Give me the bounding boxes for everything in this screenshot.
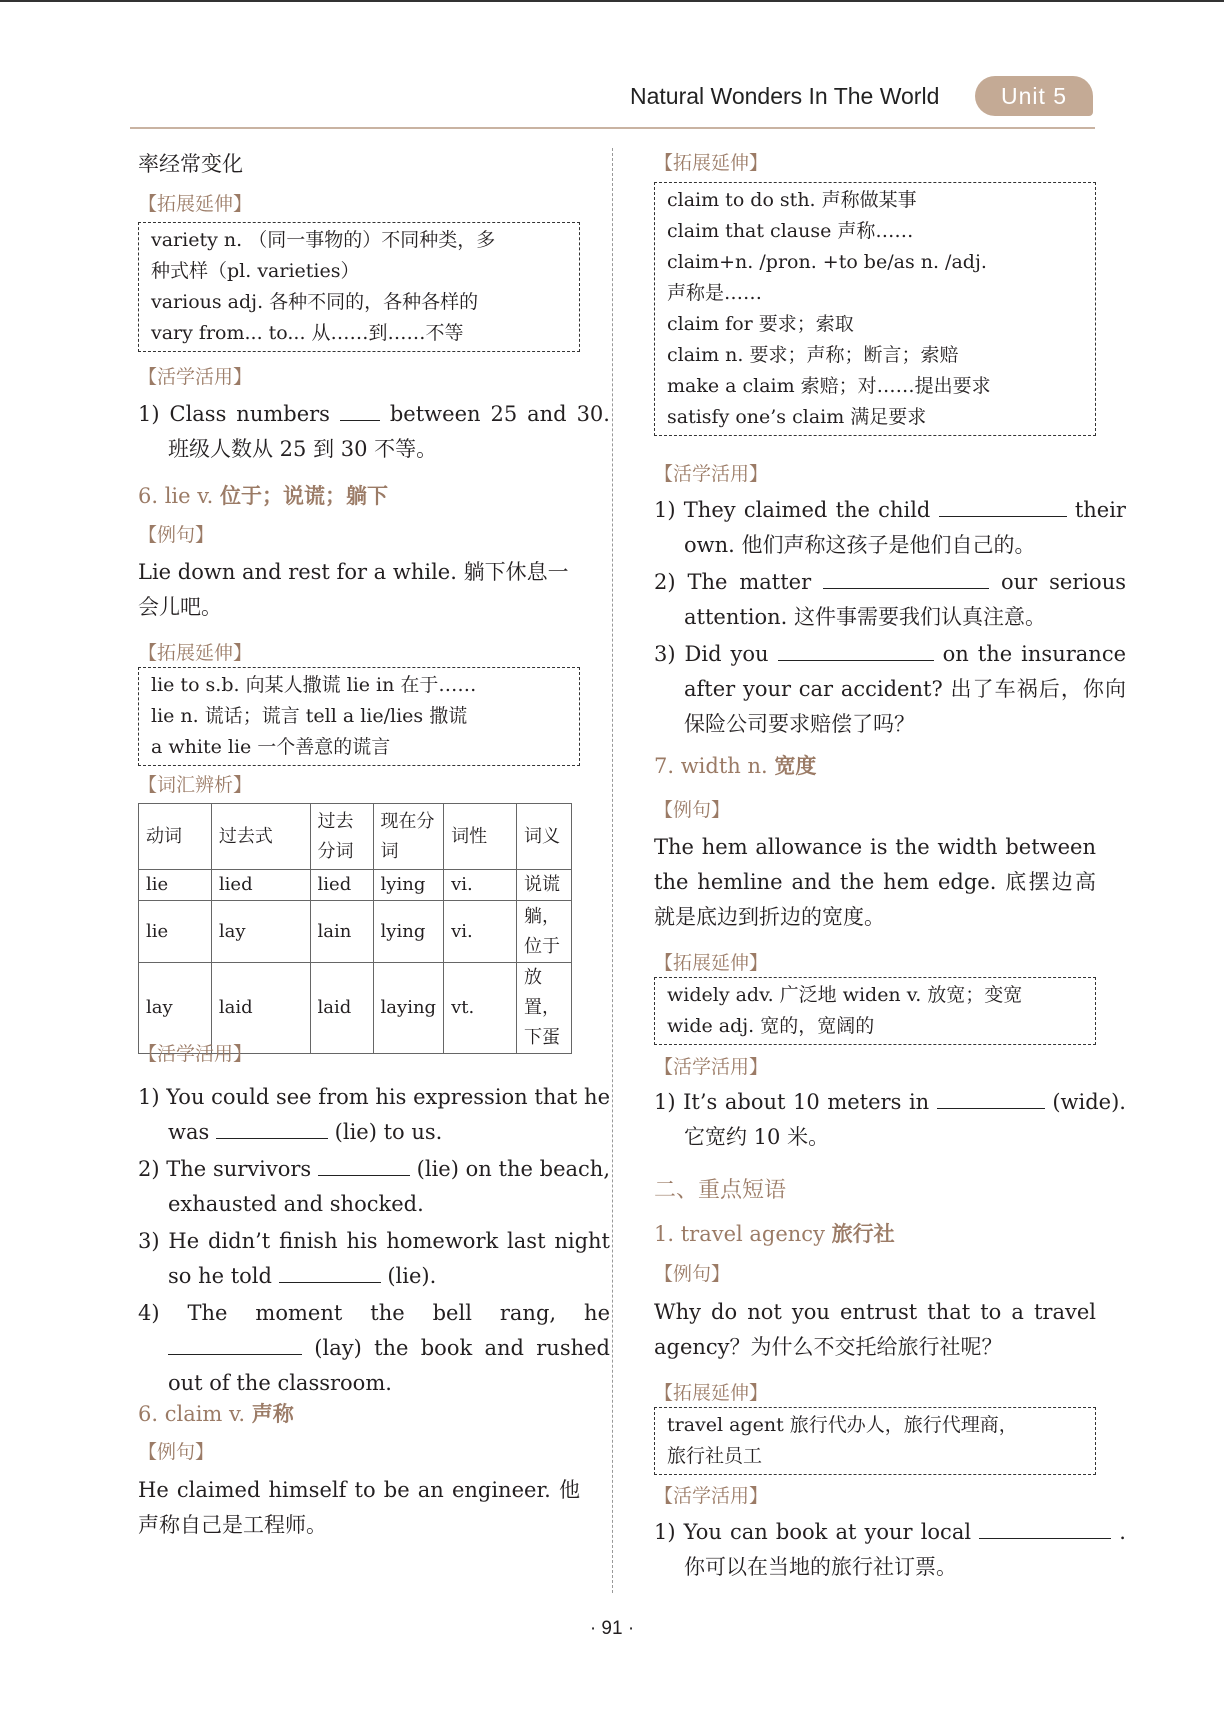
box-line: claim+n. /pron. +to be/as n. /adj. bbox=[667, 251, 987, 273]
table-row bbox=[139, 870, 572, 901]
box-line: vary from... to... 从……到……不等 bbox=[151, 322, 464, 344]
section-tag: 【活学活用】 bbox=[654, 1056, 769, 1078]
extension-box bbox=[654, 1407, 1096, 1475]
heading-en: 6. claim v. bbox=[138, 1402, 252, 1426]
answer-blank[interactable] bbox=[823, 570, 989, 589]
table-row bbox=[139, 901, 572, 963]
answer-blank[interactable] bbox=[216, 1120, 328, 1139]
section-tag: 【拓展延伸】 bbox=[138, 642, 253, 664]
extension-box bbox=[654, 182, 1096, 436]
example-sentence: Why do not you entrust that to a travel agency？为什么不交托给旅行社呢？ bbox=[654, 1300, 1096, 1359]
table-row bbox=[139, 963, 572, 1054]
table-header-row bbox=[139, 804, 572, 870]
table-header: 过去式 bbox=[211, 804, 310, 870]
heading-en: 7. width n. bbox=[654, 754, 775, 778]
box-line: a white lie 一个善意的谎言 bbox=[151, 736, 391, 758]
section-tag: 【拓展延伸】 bbox=[654, 152, 769, 174]
example-sentence: The hem allowance is the width between the hemline and the hem edge. 底摆边高就是底边到折边的宽度。 bbox=[654, 835, 1096, 929]
table-cell: lying bbox=[373, 870, 444, 901]
header-title: Natural Wonders In The World bbox=[630, 83, 940, 109]
section-tag: 【词汇辨析】 bbox=[138, 774, 253, 796]
section-title: 二、重点短语 bbox=[654, 1178, 787, 1203]
section-tag: 【活学活用】 bbox=[654, 463, 769, 485]
box-line: claim for 要求；索取 bbox=[667, 313, 854, 335]
section-tag: 【例句】 bbox=[654, 1263, 731, 1285]
unit-badge: Unit 5 bbox=[975, 76, 1093, 116]
box-line: lie n. 谎话；谎言 tell a lie/lies 撒谎 bbox=[151, 705, 468, 727]
extension-box bbox=[138, 667, 580, 766]
box-line: satisfy one’s claim 满足要求 bbox=[667, 406, 927, 428]
question-text: 1) You can book at your local bbox=[654, 1520, 972, 1544]
table-cell: lied bbox=[310, 870, 373, 901]
table-header: 词义 bbox=[517, 804, 572, 870]
page-number: · 91 · bbox=[589, 1618, 635, 1639]
heading-en: 1. travel agency bbox=[654, 1222, 832, 1246]
answer-blank[interactable] bbox=[279, 1264, 381, 1283]
table-header: 过去分词 bbox=[310, 804, 373, 870]
answer-blank[interactable] bbox=[979, 1520, 1111, 1539]
heading-cn: 声称 bbox=[251, 1401, 294, 1426]
exercise-question bbox=[654, 637, 1126, 742]
example-sentence: He claimed himself to be an engineer. 他声称自己是工程师。 bbox=[138, 1478, 580, 1537]
answer-blank[interactable] bbox=[937, 1090, 1045, 1109]
box-line: travel agent 旅行代办人，旅行代理商， bbox=[667, 1414, 1018, 1436]
table-cell: 放置，下蛋 bbox=[517, 963, 572, 1054]
section-tag: 【例句】 bbox=[138, 1441, 215, 1463]
exercise-question bbox=[654, 565, 1126, 635]
exercise-question bbox=[138, 1152, 610, 1222]
vocab-table bbox=[138, 803, 572, 1054]
question-text: our serious attention. 这件事需要我们认真注意。 bbox=[684, 570, 1126, 629]
table-cell: 说谎 bbox=[517, 870, 572, 901]
section-tag: 【拓展延伸】 bbox=[138, 193, 253, 215]
table-cell: vi. bbox=[444, 901, 517, 963]
heading-en: 6. lie v. bbox=[138, 484, 220, 508]
question-text: 2) The matter bbox=[654, 570, 812, 594]
question-text: on the insurance after your car accident? 出了车祸后，你向保险公司要求赔偿了吗？ bbox=[684, 642, 1127, 736]
box-line: claim to do sth. 声称做某事 bbox=[667, 189, 917, 211]
exercise-question bbox=[654, 493, 1126, 563]
table-cell: vi. bbox=[444, 870, 517, 901]
question-text: (lie) to us. bbox=[334, 1120, 443, 1144]
question-text: 1) They claimed the child bbox=[654, 498, 931, 522]
table-cell: lied bbox=[211, 870, 310, 901]
table-cell: laid bbox=[310, 963, 373, 1054]
box-line: widely adv. 广泛地 widen v. 放宽；变宽 bbox=[667, 984, 1023, 1006]
section-tag: 【拓展延伸】 bbox=[654, 1382, 769, 1404]
section-tag: 【活学活用】 bbox=[138, 1043, 253, 1065]
section-tag: 【活学活用】 bbox=[138, 366, 253, 388]
question-text: 1) You could see from his expression that he was bbox=[138, 1085, 610, 1144]
question-text: (lay) the book and rushed out of the classroom. bbox=[168, 1336, 610, 1395]
table-header: 动词 bbox=[139, 804, 212, 870]
box-line: lie to s.b. 向某人撒谎 lie in 在于…… bbox=[151, 674, 477, 696]
question-text: 2) The survivors bbox=[138, 1157, 312, 1181]
section-tag: 【例句】 bbox=[654, 799, 731, 821]
section-tag: 【活学活用】 bbox=[654, 1485, 769, 1507]
question-text: their own. 他们声称这孩子是他们自己的。 bbox=[684, 498, 1126, 557]
box-line: 旅行社员工 bbox=[667, 1445, 763, 1467]
box-line: 种式样（pl. varieties） bbox=[151, 260, 360, 282]
box-line: wide adj. 宽的，宽阔的 bbox=[667, 1015, 875, 1037]
box-line: 声称是…… bbox=[667, 282, 763, 304]
table-cell: 躺，位于 bbox=[517, 901, 572, 963]
box-line: various adj. 各种不同的，各种各样的 bbox=[151, 291, 479, 313]
entry-heading bbox=[654, 750, 1096, 780]
table-cell: vt. bbox=[444, 963, 517, 1054]
exercise-question bbox=[138, 1080, 610, 1150]
question-text: . 你可以在当地的旅行社订票。 bbox=[684, 1520, 1126, 1579]
answer-blank[interactable] bbox=[318, 1157, 410, 1176]
heading-cn: 宽度 bbox=[774, 753, 817, 778]
exercise-question bbox=[138, 397, 610, 467]
page-header bbox=[130, 70, 1095, 130]
answer-blank[interactable] bbox=[168, 1336, 302, 1355]
column-divider bbox=[612, 148, 613, 1593]
table-header: 现在分词 bbox=[373, 804, 444, 870]
question-text: (wide). 它宽约 10 米。 bbox=[684, 1090, 1126, 1149]
question-text: 1) It’s about 10 meters in bbox=[654, 1090, 930, 1114]
header-rule bbox=[130, 127, 1095, 129]
entry-heading bbox=[138, 1398, 580, 1428]
answer-blank[interactable] bbox=[340, 402, 380, 421]
entry-heading bbox=[138, 480, 580, 510]
question-text: 1) Class numbers bbox=[138, 402, 330, 426]
entry-heading bbox=[654, 1218, 1096, 1248]
box-line: claim n. 要求；声称；断言；索赔 bbox=[667, 344, 959, 366]
answer-blank[interactable] bbox=[939, 498, 1067, 517]
section-tag: 【拓展延伸】 bbox=[654, 952, 769, 974]
example-sentence: Lie down and rest for a while. 躺下休息一会儿吧。 bbox=[138, 560, 569, 619]
table-cell: lain bbox=[310, 901, 373, 963]
box-line: variety n. （同一事物的）不同种类，多 bbox=[151, 229, 496, 251]
table-cell: lie bbox=[139, 870, 212, 901]
exercise-question bbox=[138, 1224, 610, 1294]
section-tag: 【例句】 bbox=[138, 524, 215, 546]
question-text: 3) He didn’t finish his homework last night so he told bbox=[138, 1229, 610, 1288]
table-cell: lay bbox=[211, 901, 310, 963]
question-text: (lie). bbox=[387, 1264, 437, 1288]
exercise-question bbox=[138, 1296, 610, 1401]
answer-blank[interactable] bbox=[778, 642, 934, 661]
table-cell: lie bbox=[139, 901, 212, 963]
box-line: make a claim 索赔；对……提出要求 bbox=[667, 375, 991, 397]
table-cell: laying bbox=[373, 963, 444, 1054]
table-cell: laid bbox=[211, 963, 310, 1054]
heading-cn: 旅行社 bbox=[831, 1221, 895, 1246]
question-text: 4) The moment the bell rang, he bbox=[138, 1301, 610, 1325]
question-text: 3) Did you bbox=[654, 642, 769, 666]
heading-cn: 位于；说谎；躺下 bbox=[219, 483, 388, 508]
question-text: between 25 and 30. 班级人数从 25 到 30 不等。 bbox=[168, 402, 610, 461]
table-cell: lying bbox=[373, 901, 444, 963]
table-header: 词性 bbox=[444, 804, 517, 870]
continued-text: 率经常变化 bbox=[138, 152, 243, 176]
question-text: (lie) on the beach, exhausted and shocked. bbox=[168, 1157, 610, 1216]
table-cell: lay bbox=[139, 963, 212, 1054]
top-border bbox=[0, 0, 1224, 2]
exercise-question bbox=[654, 1515, 1126, 1585]
exercise-question bbox=[654, 1085, 1126, 1155]
extension-box bbox=[654, 977, 1096, 1045]
extension-box bbox=[138, 222, 580, 352]
box-line: claim that clause 声称…… bbox=[667, 220, 914, 242]
